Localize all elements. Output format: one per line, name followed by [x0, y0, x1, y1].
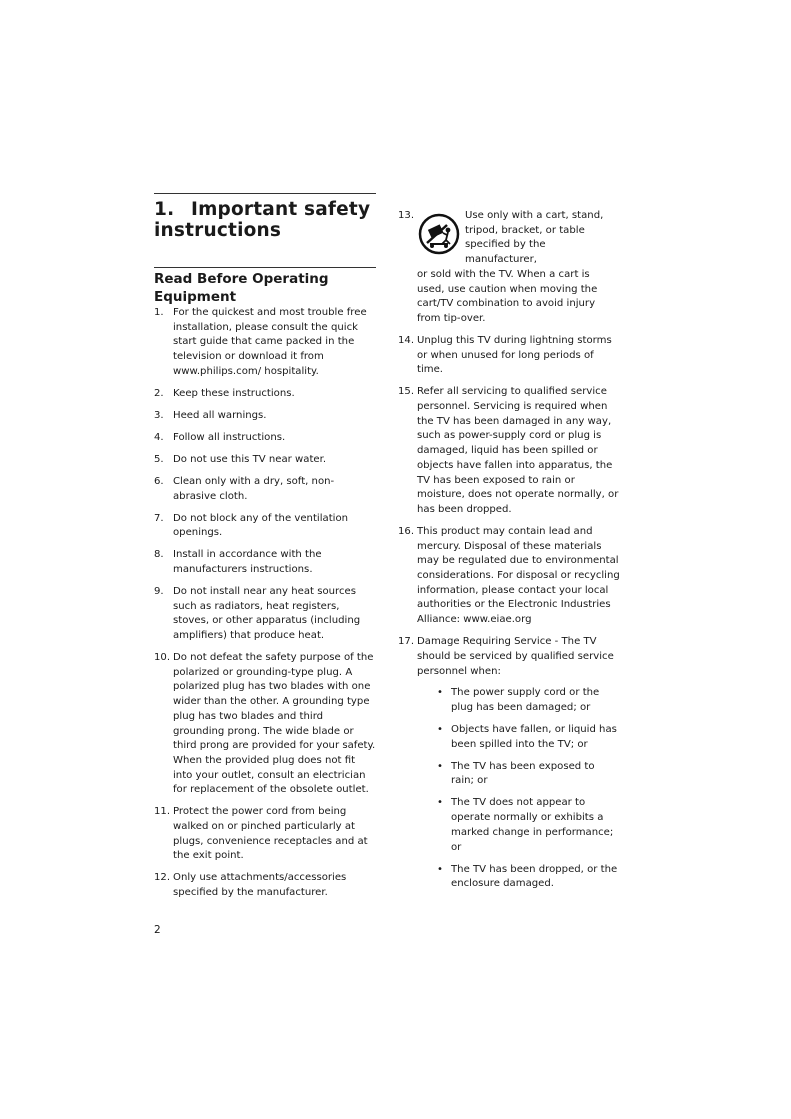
bullet-icon: •: [437, 863, 443, 875]
list-item: [154, 475, 376, 504]
item-number: 4.: [154, 431, 164, 443]
section-number: 1.: [154, 199, 175, 220]
bullet-item: [417, 686, 620, 715]
safety-list-left: [154, 306, 376, 901]
page-title: [154, 199, 376, 241]
bullet-item: [417, 863, 620, 892]
item-text: Protect the power cord from being walked on or pinched particularly at plugs, convenience receptacles and at the exit point.: [173, 806, 368, 862]
item-text: Keep these instructions.: [173, 387, 295, 399]
item-number: 2.: [154, 387, 164, 399]
right-column: [398, 193, 620, 899]
item-number: 17.: [398, 636, 415, 648]
list-item: [154, 431, 376, 446]
item-text: Do not use this TV near water.: [173, 453, 327, 465]
item-text: Unplug this TV during lightning storms or when unused for long periods of time.: [417, 334, 612, 376]
item-text: For the quickest and most trouble free installation, please consult the quick start guide that came packed in the television or download it from www.philips.com/ hospitality.: [173, 307, 367, 377]
bullet-text: Objects have fallen, or liquid has been spilled into the TV; or: [451, 723, 617, 750]
item-text: Only use attachments/accessories specified by the manufacturer.: [173, 872, 347, 899]
list-item: [154, 805, 376, 864]
item-text: Follow all instructions.: [173, 431, 286, 443]
item-text: This product may contain lead and mercury. Disposal of these materials may be regulated due to environmental considerations. For disposal or recycling information, please contact your local authorities or the Electronic Industries Alliance: www.eiae.org: [417, 525, 620, 626]
item-text: Heed all warnings.: [173, 409, 267, 421]
list-item: [154, 871, 376, 900]
item-number: 7.: [154, 512, 164, 524]
item-text: Use only with a cart, stand, tripod, bracket, or table specified by the manufacturer,: [465, 210, 604, 266]
left-column: [154, 193, 376, 908]
bullet-text: The TV has been dropped, or the enclosure damaged.: [451, 863, 618, 890]
item-number: 13.: [398, 210, 415, 221]
cart-tip-over-warning-icon: [418, 213, 460, 255]
item-number: 8.: [154, 549, 164, 561]
bullet-text: The TV has been exposed to rain; or: [451, 760, 595, 787]
bullet-list: [417, 686, 620, 892]
subheading-rule: [154, 267, 376, 268]
item-text: Do not block any of the ventilation openings.: [173, 512, 349, 539]
heading-rule: [154, 193, 376, 194]
bullet-text: The TV does not appear to operate normally or exhibits a marked change in performance; or: [451, 797, 614, 853]
item-text: Refer all servicing to qualified service personnel. Servicing is required when the TV has been damaged in any way, such as power-supply cord or plug is damaged, liquid has been spilled or objects have fallen into apparatus, the TV has been exposed to rain or moisture, does not operate normally, or has been dropped.: [417, 386, 619, 515]
item-number: 6.: [154, 475, 164, 487]
safety-list-right: [398, 334, 620, 892]
bullet-icon: •: [437, 760, 443, 772]
item-number: 9.: [154, 585, 164, 597]
bullet-icon: •: [437, 687, 443, 699]
bullet-item: [417, 796, 620, 855]
list-item: [398, 525, 620, 628]
list-item: [154, 453, 376, 468]
list-item: [154, 512, 376, 541]
item-number: 15.: [398, 386, 415, 398]
list-item: [398, 385, 620, 517]
list-item: [154, 387, 376, 402]
item-number: 5.: [154, 453, 164, 465]
bullet-item: [417, 760, 620, 789]
bullet-icon: •: [437, 797, 443, 809]
item-number: 14.: [398, 334, 415, 346]
page-number: 2: [154, 924, 161, 936]
list-item: [154, 651, 376, 798]
bullet-text: The power supply cord or the plug has been damaged; or: [451, 687, 600, 713]
item-text: Damage Requiring Service - The TV should be serviced by qualified service personnel when:: [417, 636, 614, 677]
item-number: 3.: [154, 409, 164, 421]
list-item: [398, 334, 620, 378]
item-text: Do not defeat the safety purpose of the polarized or grounding-type plug. A polarized plug has two blades with one wider than the other. A grounding type plug has two blades and third grounding prong. The wide blade or third prong are provided for your safety. When the provided plug does not fit into your outlet, consult an electrician for replacement of the obsolete outlet.: [173, 652, 376, 796]
item-text: Install in accordance with the manufacturers instructions.: [173, 549, 322, 575]
list-item: [398, 635, 620, 892]
bullet-item: [417, 723, 620, 752]
list-item: [154, 548, 376, 577]
item-text: Clean only with a dry, soft, non-abrasive cloth.: [173, 475, 335, 502]
list-item: [154, 306, 376, 380]
list-item: [398, 209, 620, 327]
list-item: [154, 585, 376, 644]
item-number: 10.: [154, 652, 171, 664]
item-text: Do not install near any heat sources such as radiators, heat registers, stoves, or other apparatus (including amplifiers) that produce heat.: [173, 585, 361, 642]
item-text-continued: or sold with the TV. When a cart is used, use caution when moving the cart/TV combination to avoid injury from tip-over.: [417, 268, 598, 324]
item-number: 16.: [398, 525, 415, 537]
subheading: Read Before Operating Equipment: [154, 271, 329, 305]
bullet-icon: •: [437, 723, 443, 735]
list-item: [154, 409, 376, 424]
item-number: 12.: [154, 872, 171, 884]
item-number: 1.: [154, 307, 164, 318]
section-title: Important safety instructions: [154, 199, 371, 241]
item-number: 11.: [154, 806, 171, 818]
